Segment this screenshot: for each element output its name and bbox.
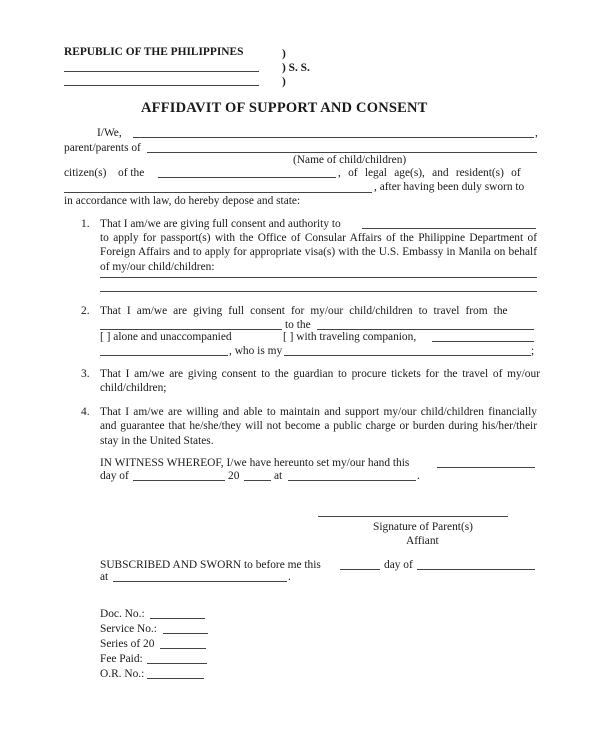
citizenship-line	[158, 177, 336, 178]
child-list-line-2	[100, 291, 537, 292]
residence-line	[64, 192, 372, 193]
item-4-text: That I am/we are willing and able to maintain and support my/our child/children financially and guarantee that he/she/they will not become a public charge or burden during his/her/their stay in the United States.	[100, 406, 537, 447]
iwe-label: I/We,	[97, 127, 122, 139]
citizens-label: citizen(s)	[64, 167, 107, 179]
witness-day-of: day of	[100, 470, 129, 482]
of-the-label: of the	[118, 167, 145, 179]
item-2-number: 2.	[81, 305, 90, 317]
item-1-line-1: That I am/we are giving full consent and authority to	[100, 218, 341, 230]
legal-age-text: , of legal age(s), and resident(s) of	[338, 167, 521, 179]
republic-heading: REPUBLIC OF THE PHILIPPINES	[64, 46, 244, 58]
child-name-caption: (Name of child/children)	[293, 154, 407, 166]
companion-name-line-2	[100, 355, 228, 356]
service-no-label: Service No.:	[100, 623, 157, 635]
witness-twenty: 20	[228, 470, 240, 482]
witness-text: IN WITNESS WHEREOF, I/we have hereunto set my/our hand this	[100, 457, 410, 469]
relationship-line	[284, 355, 531, 356]
series-label: Series of 20	[100, 638, 155, 650]
venue-line-2	[64, 85, 259, 86]
alone-checkbox-option: [ ] alone and unaccompanied	[100, 331, 232, 343]
item-2-line-1: That I am/we are giving full consent for my/our child/children to travel from the	[100, 305, 508, 317]
ss-label: ) S. S.	[282, 62, 310, 74]
companion-name-line	[432, 341, 534, 342]
subscribed-at: at	[100, 571, 109, 583]
subscribed-text: SUBSCRIBED AND SWORN to before me this	[100, 559, 321, 571]
companion-checkbox-option: [ ] with traveling companion,	[283, 331, 417, 343]
witness-day-line	[437, 467, 535, 468]
child-list-line-1	[100, 277, 537, 278]
authorized-person-line	[362, 228, 536, 229]
affiant-label: Affiant	[406, 535, 439, 547]
service-no-line	[163, 633, 208, 634]
parents-of-label: parent/parents of	[64, 142, 141, 154]
signature-line	[318, 516, 508, 517]
subscribed-month-line	[417, 569, 535, 570]
subscribed-day-line	[340, 569, 380, 570]
item-2-semicolon: ;	[531, 345, 535, 357]
witness-month-line	[133, 480, 225, 481]
header-paren-3: )	[282, 76, 286, 88]
item-1-number: 1.	[81, 218, 90, 230]
venue-line-1	[64, 71, 259, 72]
witness-place-line	[288, 480, 416, 481]
series-line	[160, 648, 206, 649]
item-3-text: That I am/we are giving consent to the guardian to procure tickets for the travel of my/our child/children;	[100, 368, 540, 395]
witness-at: at	[274, 470, 283, 482]
fee-paid-label: Fee Paid:	[100, 653, 143, 665]
or-no-line	[147, 678, 204, 679]
subscribed-place-line	[113, 581, 287, 582]
fee-paid-line	[147, 663, 207, 664]
document-title: AFFIDAVIT OF SUPPORT AND CONSENT	[141, 100, 428, 116]
witness-period: .	[417, 470, 420, 482]
sworn-text: , after having been duly sworn to	[374, 181, 525, 193]
doc-no-line	[150, 618, 205, 619]
header-paren-1: )	[282, 48, 286, 60]
depose-text: in accordance with law, do hereby depose and state:	[64, 195, 301, 207]
affiant-name-line	[133, 137, 534, 138]
subscribed-day-of: day of	[384, 559, 413, 571]
witness-year-line	[244, 480, 271, 481]
to-the-label: to the	[285, 319, 311, 331]
item-1-body: to apply for passport(s) with the Office of Consular Affairs of the Philippine Department of Foreign Affairs and to apply for appropriate visa(s) with the U.S. Embassy in Manila on behalf of my/our child/children:	[100, 232, 537, 273]
item-4-number: 4.	[81, 406, 90, 418]
doc-no-label: Doc. No.:	[100, 608, 145, 620]
item-3-number: 3.	[81, 368, 90, 380]
or-no-label: O.R. No.:	[100, 668, 145, 680]
signature-label: Signature of Parent(s)	[373, 521, 473, 533]
who-is-label: , who is my	[229, 345, 283, 357]
iwe-comma: ,	[535, 127, 538, 139]
subscribed-period: .	[288, 571, 291, 583]
